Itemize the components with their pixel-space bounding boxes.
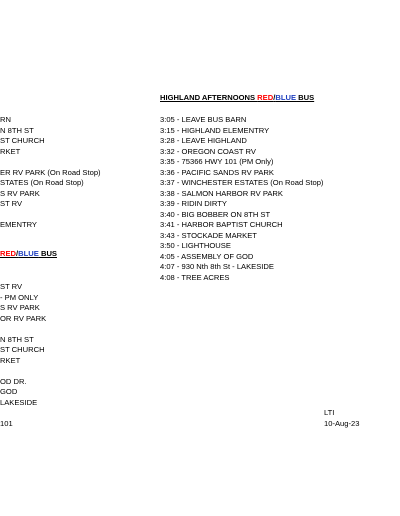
schedule-stop: 3:50 - LIGHTHOUSE bbox=[160, 241, 231, 250]
left-stop: GOD bbox=[0, 387, 18, 396]
schedule-stop: 3:28 - LEAVE HIGHLAND bbox=[160, 136, 247, 145]
footer-initials: LTI bbox=[324, 408, 335, 417]
schedule-stop: 4:08 - TREE ACRES bbox=[160, 272, 230, 282]
schedule-stop: 3:36 - PACIFIC SANDS RV PARK bbox=[160, 167, 274, 177]
schedule-stop: 3:38 - SALMON HARBOR RV PARK bbox=[160, 188, 283, 198]
schedule-stop: 3:35 - 75366 HWY 101 (PM Only) bbox=[160, 157, 274, 166]
left-heading-slash: / bbox=[16, 249, 19, 258]
left-stop: OD DR. bbox=[0, 376, 27, 386]
left-heading-suffix: BUS bbox=[38, 249, 57, 258]
afternoon-schedule-heading bbox=[160, 93, 314, 103]
schedule-stop: 3:37 - WINCHESTER ESTATES (On Road Stop) bbox=[160, 178, 324, 187]
left-stop: RKET bbox=[0, 355, 21, 365]
left-stop: OR RV PARK bbox=[0, 313, 47, 323]
left-schedule-heading bbox=[0, 249, 57, 259]
left-stop: STATES (On Road Stop) bbox=[0, 178, 84, 187]
left-stop: N 8TH ST bbox=[0, 125, 34, 135]
schedule-stop: 4:05 - ASSEMBLY OF GOD bbox=[160, 251, 254, 261]
schedule-stop: 3:40 - BIG BOBBER ON 8TH ST bbox=[160, 209, 271, 219]
left-stop: EMENTRY bbox=[0, 220, 37, 229]
schedule-stop: 3:32 - OREGON COAST RV bbox=[160, 146, 256, 156]
schedule-stop: 3:39 - RIDIN DIRTY bbox=[160, 199, 227, 208]
heading-red-word: RED bbox=[257, 93, 274, 102]
left-footer: 101 bbox=[0, 419, 13, 428]
left-heading-red-word: RED bbox=[0, 249, 17, 258]
schedule-stop: 3:41 - HARBOR BAPTIST CHURCH bbox=[160, 220, 283, 229]
left-stop: S RV PARK bbox=[0, 303, 40, 312]
left-stop: ST RV bbox=[0, 199, 23, 208]
heading-slash: / bbox=[273, 93, 276, 102]
schedule-stop: 3:43 - STOCKADE MARKET bbox=[160, 230, 257, 240]
left-stop: LAKESIDE bbox=[0, 397, 38, 407]
schedule-stop: 3:15 - HIGHLAND ELEMENTRY bbox=[160, 125, 270, 135]
left-stop: RKET bbox=[0, 146, 21, 156]
left-stop: - PM ONLY bbox=[0, 292, 39, 302]
left-heading-blue-word: BLUE bbox=[18, 249, 39, 258]
schedule-stop: 4:07 - 930 Nth 8th St - LAKESIDE bbox=[160, 262, 274, 271]
heading-suffix: BUS bbox=[296, 93, 315, 102]
left-stop: ST RV bbox=[0, 282, 23, 291]
footer-date: 10-Aug-23 bbox=[324, 419, 360, 428]
left-stop: ER RV PARK (On Road Stop) bbox=[0, 167, 101, 177]
heading-blue-word: BLUE bbox=[275, 93, 297, 102]
left-stop: S RV PARK bbox=[0, 188, 40, 198]
left-stop: RN bbox=[0, 115, 11, 124]
left-stop: ST CHURCH bbox=[0, 136, 45, 145]
heading-prefix: HIGHLAND AFTERNOONS bbox=[160, 93, 258, 102]
left-stop: ST CHURCH bbox=[0, 345, 45, 354]
schedule-stop: 3:05 - LEAVE BUS BARN bbox=[160, 115, 247, 124]
left-stop: N 8TH ST bbox=[0, 334, 34, 344]
